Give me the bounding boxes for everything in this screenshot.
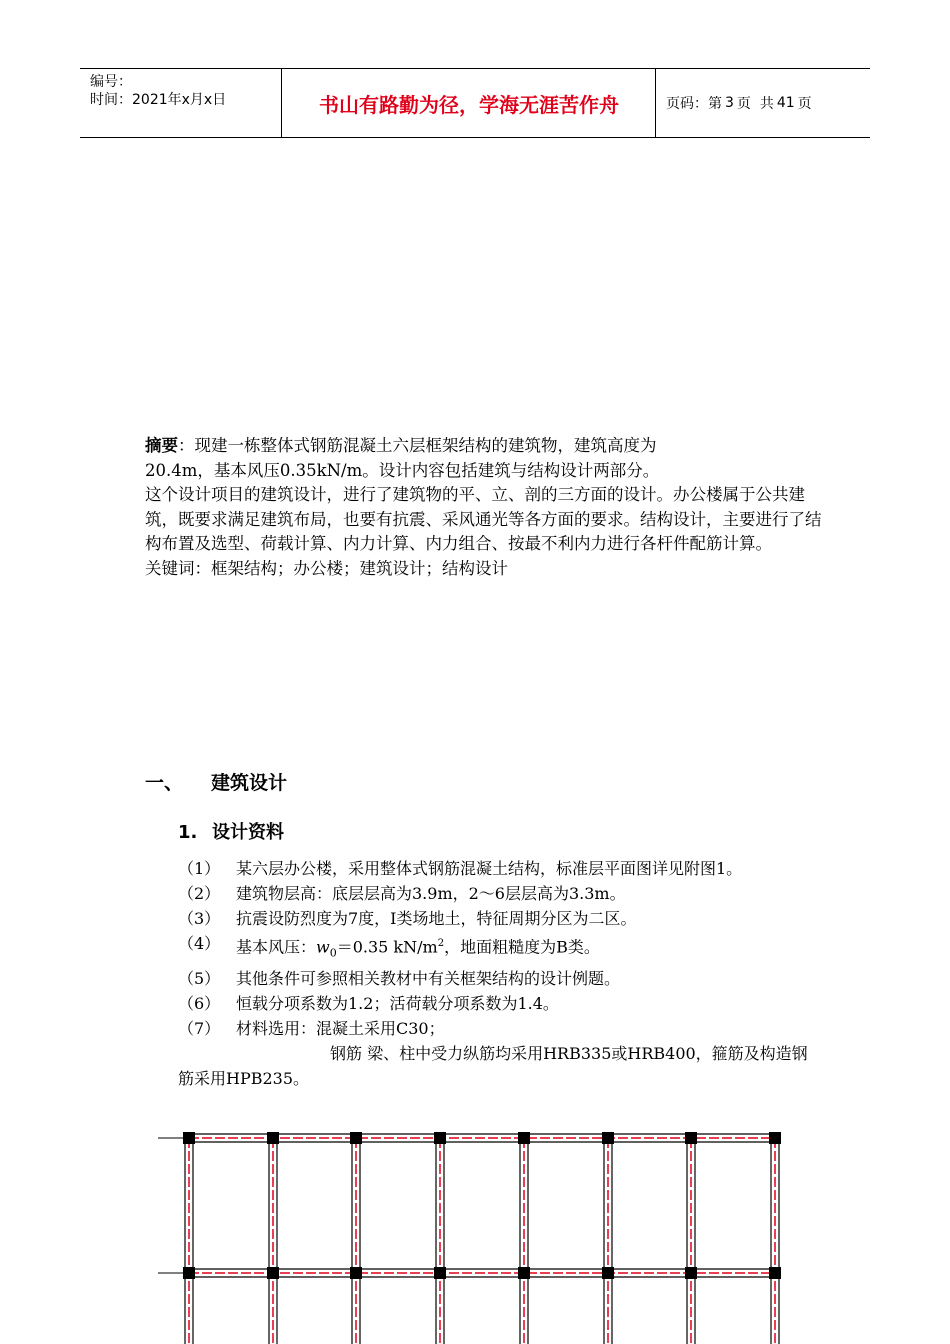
page-label: 页码：第 — [666, 96, 722, 112]
page-middle: 页 共 — [736, 96, 774, 112]
column-node — [434, 1267, 446, 1279]
design-data-list — [178, 856, 818, 1091]
column-node — [518, 1132, 530, 1144]
section-title: 建筑设计 — [211, 772, 288, 794]
list-index: （4） — [178, 934, 221, 953]
page-number — [666, 69, 812, 137]
list-index: （1） — [178, 859, 221, 878]
list-item — [178, 931, 818, 966]
list-text: 基本风压： — [236, 937, 317, 957]
header-divider — [655, 69, 656, 137]
column-node — [685, 1267, 697, 1279]
abstract-label: 摘要 — [145, 436, 178, 455]
column-node — [769, 1132, 781, 1144]
abstract-para2: 这个设计项目的建筑设计，进行了建筑物的平、立、剖的三方面的设计。办公楼属于公共建筑，既要求满足建筑布局，也要有抗震、采风通光等各方面的要求。结构设计，主要进行了结构布置及选型、荷载计算、内力计算、内力组合、按最不利内力进行各杆件配筋计算。 — [145, 485, 822, 553]
header-motto: 书山有路勤为径，学海无涯苦作舟 — [319, 92, 619, 117]
list-text: ＝0.35 kN/m — [336, 937, 438, 957]
page-header — [80, 68, 870, 138]
column-node — [518, 1267, 530, 1279]
page-total: 41 — [776, 95, 795, 111]
wind-symbol: w — [316, 937, 330, 957]
list-index: （3） — [178, 909, 221, 928]
section-number: 一、 — [145, 772, 184, 794]
list-index: （5） — [178, 968, 221, 988]
column-node — [434, 1132, 446, 1144]
list-text: 抗震设防烈度为7度，Ⅰ类场地土，特征周期分区为二区。 — [236, 909, 637, 928]
abstract-colon: ： — [178, 436, 195, 455]
list-text: 材料选用：混凝土采用C30； — [236, 1018, 445, 1038]
list-item — [178, 856, 818, 881]
list-index: （6） — [178, 993, 221, 1013]
column-node — [267, 1132, 279, 1144]
list-item — [178, 966, 818, 991]
subsection-heading — [178, 818, 284, 844]
page-suffix: 页 — [797, 96, 812, 112]
list-index: （2） — [178, 884, 221, 903]
subsection-title: 设计资料 — [212, 822, 284, 843]
column-node — [685, 1132, 697, 1144]
frame-plan-drawing — [150, 1125, 790, 1344]
time-label: 时间：2021年x月x日 — [90, 92, 227, 108]
column-node — [267, 1267, 279, 1279]
list-item — [178, 991, 818, 1016]
column-node — [183, 1267, 195, 1279]
page-current: 3 — [725, 95, 734, 111]
list-text: 其他条件可参照相关教材中有关框架结构的设计例题。 — [236, 968, 621, 988]
column-node — [350, 1267, 362, 1279]
serial-label: 编号： — [90, 74, 132, 90]
list-text: 建筑物层高：底层层高为3.9m，2～6层层高为3.3m。 — [236, 884, 626, 903]
column-node — [183, 1132, 195, 1144]
list-text: 某六层办公楼，采用整体式钢筋混凝土结构，标准层平面图详见附图1。 — [236, 859, 743, 878]
unit-superscript: 2 — [437, 938, 445, 949]
column-node — [602, 1267, 614, 1279]
list-item — [178, 906, 818, 931]
column-node — [350, 1132, 362, 1144]
wind-subscript: 0 — [329, 946, 337, 960]
column-node — [769, 1267, 781, 1279]
list-text: ，地面粗糙度为B类。 — [444, 937, 600, 957]
section-heading — [145, 768, 287, 795]
header-meta — [90, 73, 226, 109]
subsection-number: 1. — [178, 822, 198, 843]
abstract-text1: 现建一栋整体式钢筋混凝土六层框架结构的建筑物，建筑高度为 — [194, 436, 657, 455]
abstract-line2: 20.4m，基本风压0.35kN/m。设计内容包括建筑与结构设计两部分。 — [145, 460, 660, 480]
abstract — [145, 434, 825, 581]
list-item-continuation: 钢筋 梁、柱中受力纵筋均采用HRB335或HRB400，箍筋及构造钢筋采用HPB235。 — [178, 1043, 808, 1088]
list-index: （7） — [178, 1018, 221, 1038]
list-item — [178, 1016, 818, 1041]
column-node — [602, 1132, 614, 1144]
list-item — [178, 881, 818, 906]
list-text: 恒载分项系数为1.2；活荷载分项系数为1.4。 — [236, 993, 559, 1013]
keywords: 关键词：框架结构；办公楼；建筑设计；结构设计 — [145, 558, 508, 578]
abstract-line1 — [145, 434, 825, 459]
